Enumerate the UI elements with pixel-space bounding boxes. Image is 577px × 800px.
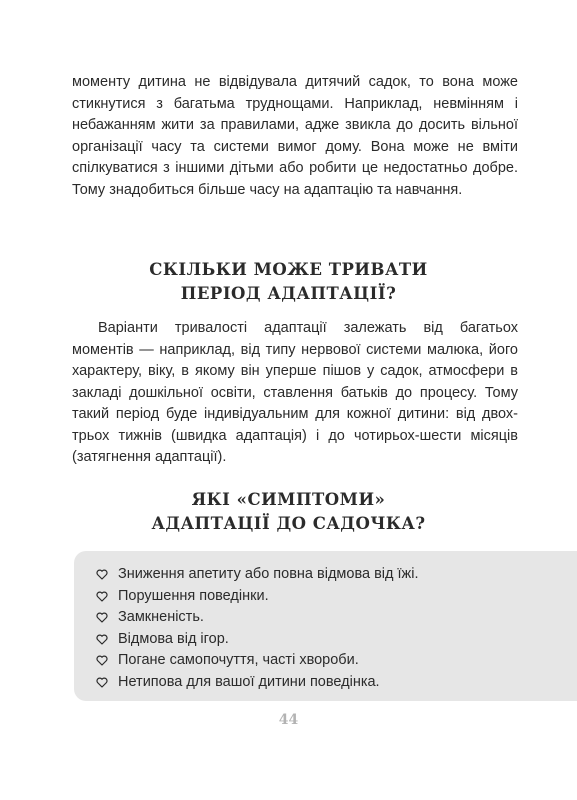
symptoms-list xyxy=(96,564,418,693)
list-item-text: Замкненість. xyxy=(118,609,204,625)
list-item-text: Погане самопочуття, часті хвороби. xyxy=(118,652,359,668)
heart-outline-icon xyxy=(96,677,108,688)
section-heading-duration xyxy=(0,258,577,306)
list-item xyxy=(96,629,418,651)
heading-line: АДАПТАЦІЇ ДО САДОЧКА? xyxy=(151,514,426,533)
heart-outline-icon xyxy=(96,591,108,602)
list-item xyxy=(96,650,418,672)
heading-line: СКІЛЬКИ МОЖЕ ТРИВАТИ xyxy=(149,260,428,279)
heading-line: ЯКІ «СИМПТОМИ» xyxy=(191,490,386,509)
page-number: 44 xyxy=(278,712,299,728)
list-item-text: Порушення поведінки. xyxy=(118,587,269,604)
list-item-text: Нетипова для вашої дитини поведінка. xyxy=(118,673,380,690)
body-paragraph-intro: моменту дитина не відвідувала дитячий садок, то вона може стикнутися з багатьма труднощами. Наприклад, невмінням і небажанням жити за правилами, адже звикла до досить вільної організації часу та системи вимог дому. Вона може не вміти спілкуватися з іншими дітьми або робити це недостатньо добре. Тому знадобиться більше часу на адаптацію та навчання. xyxy=(72,74,518,198)
list-item xyxy=(96,586,418,608)
heart-outline-icon xyxy=(96,612,108,623)
list-item xyxy=(96,607,418,629)
heart-outline-icon xyxy=(96,569,108,580)
body-paragraph-duration: Варіанти тривалості адаптації залежать від багатьох моментів — наприклад, від типу нервової системи малюка, його характеру, віку, в якому він уперше пішов у садок, атмосфери в закладі дошкільної освіти, ставлення батьків до процесу. Тому такий період буде індивідуальним для кожної дитини: від двох-трьох тижнів (швидка адаптація) і до чотирьох-шести місяців (затягнення адаптації). xyxy=(72,320,518,465)
list-item xyxy=(96,564,418,586)
heading-line: ПЕРІОД АДАПТАЦІЇ? xyxy=(180,284,397,303)
heart-outline-icon xyxy=(96,655,108,666)
list-item-text: Відмова від ігор. xyxy=(118,630,229,647)
heart-outline-icon xyxy=(96,634,108,645)
list-item xyxy=(96,672,418,694)
list-item-text: Зниження апетиту або повна відмова від їжі. xyxy=(118,566,419,582)
section-heading-symptoms xyxy=(0,488,577,536)
